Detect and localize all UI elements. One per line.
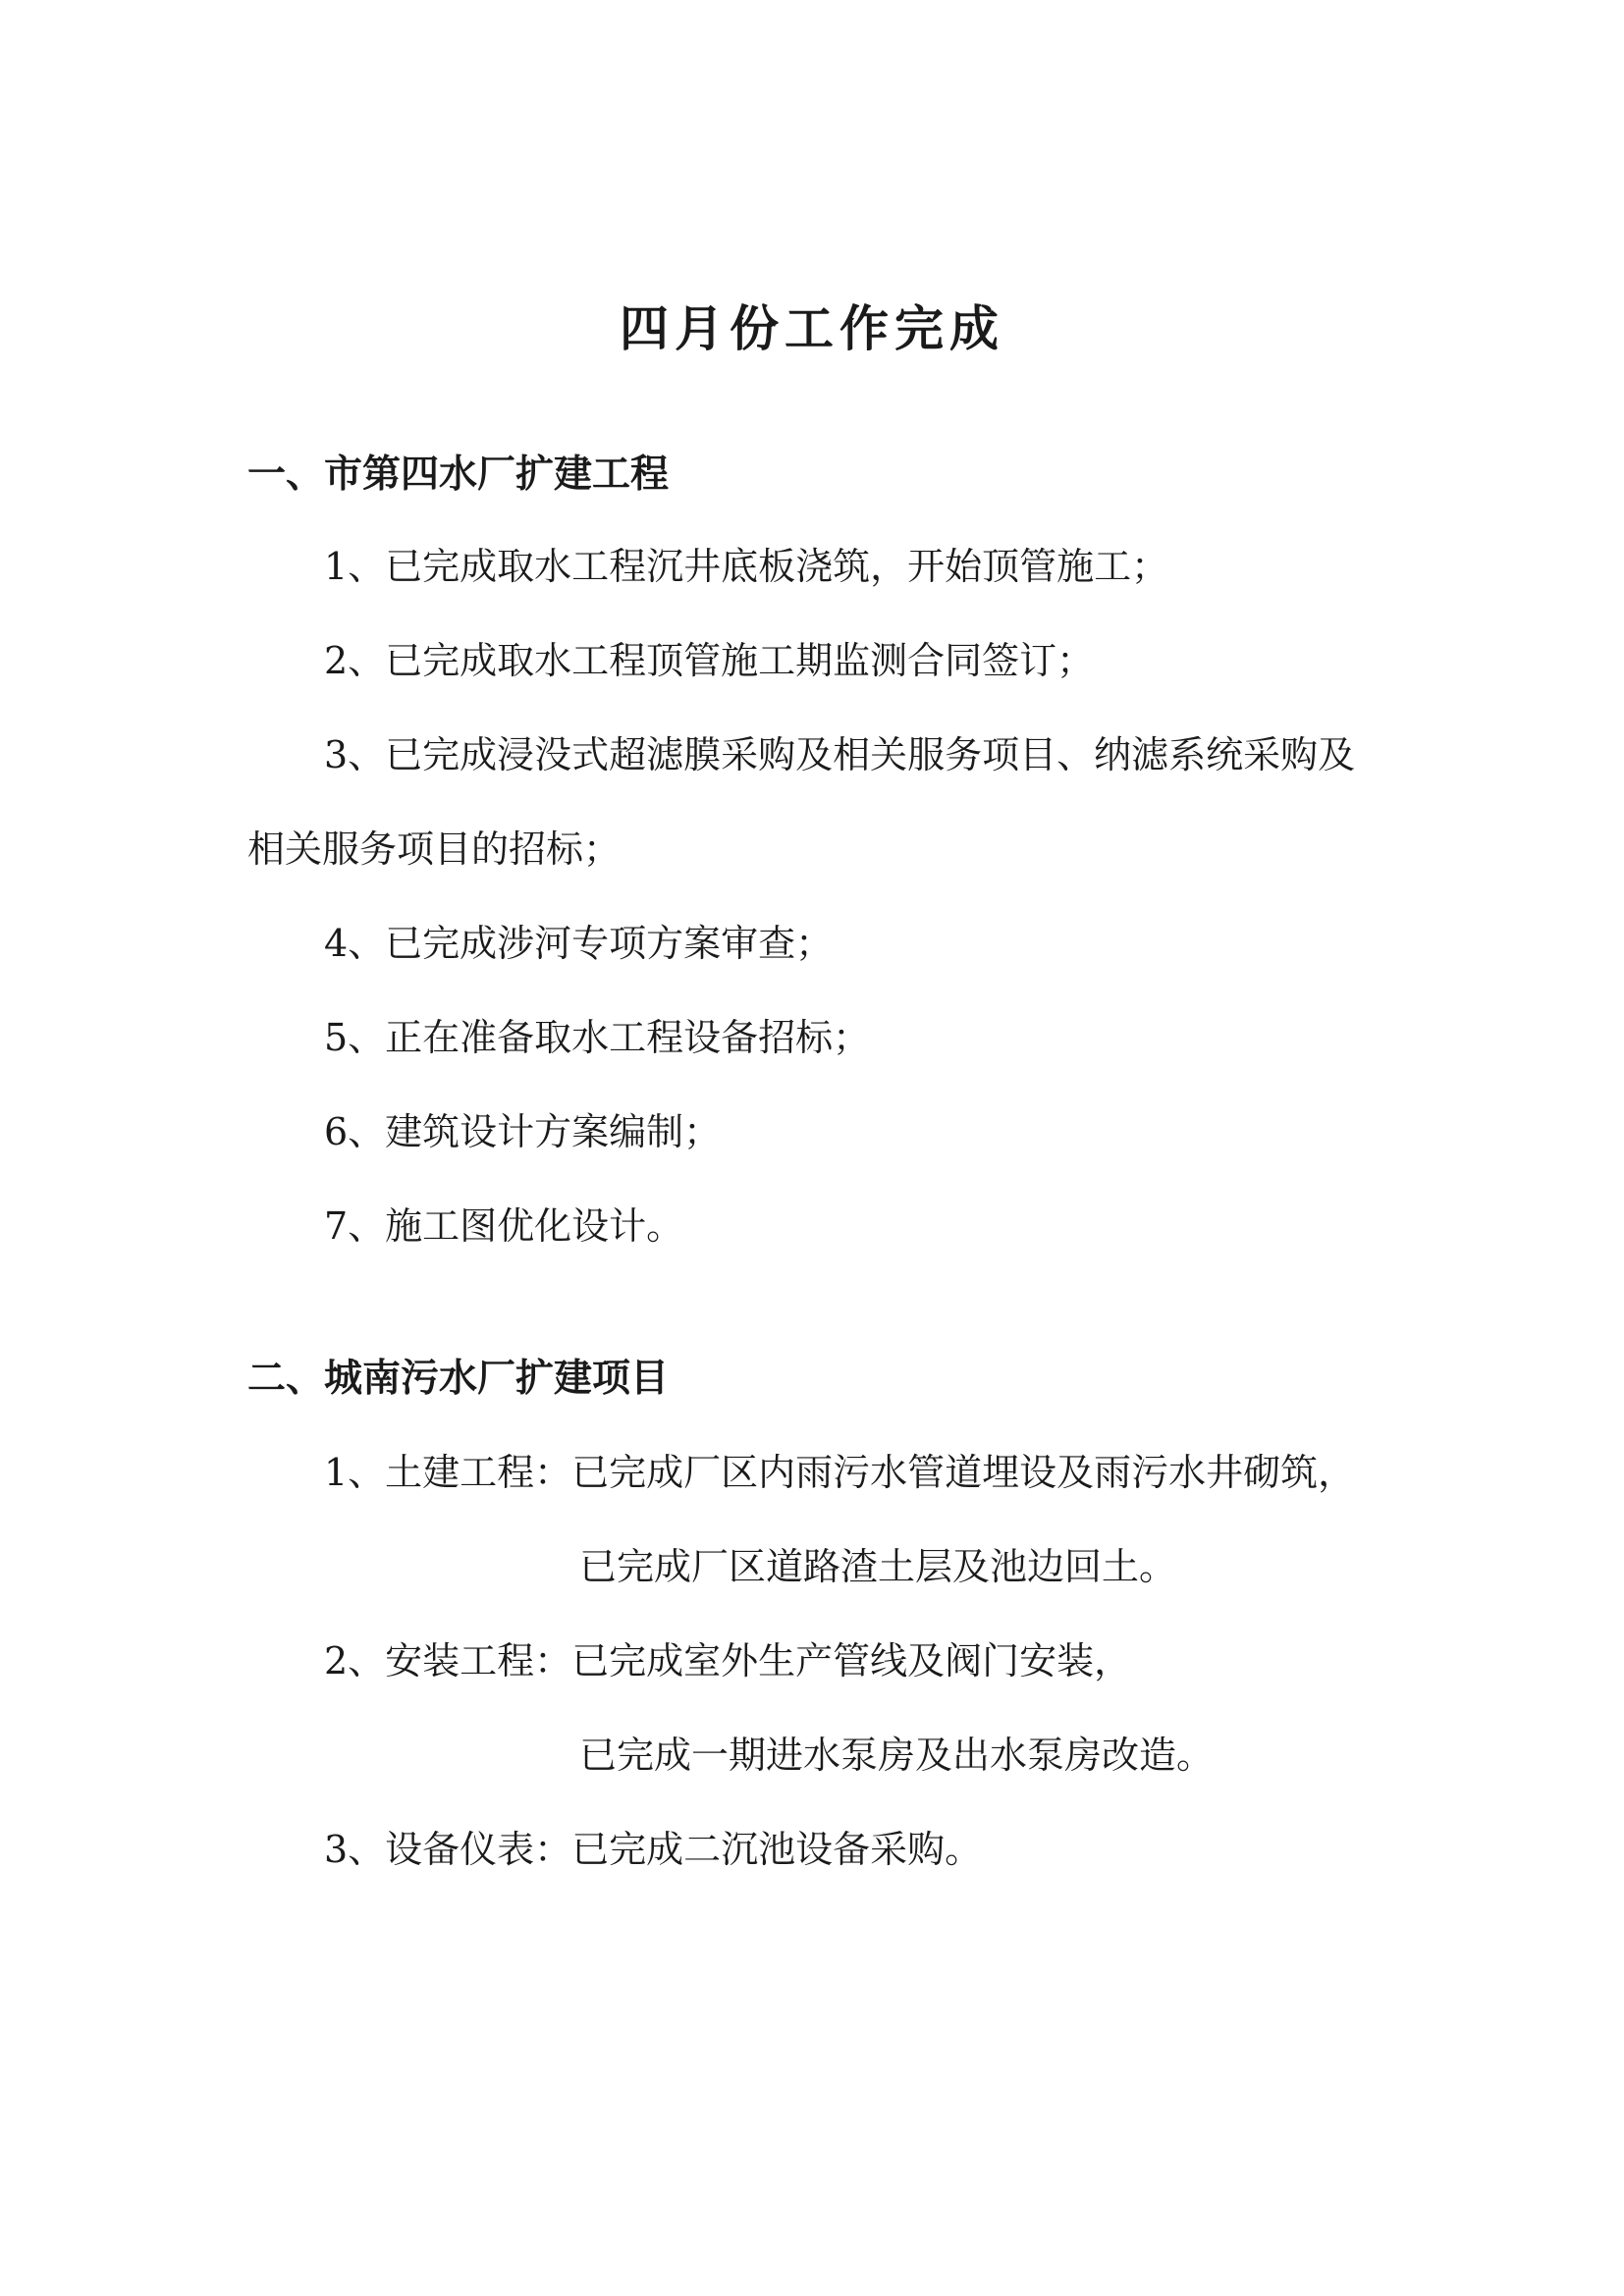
section-heading-1: 一、市第四水厂扩建工程 [247,453,670,497]
section-1-item-3-continued: 相关服务项目的招标； [247,828,622,871]
section-2-item-3: 3、设备仪表：已完成二沉池设备采购。 [324,1828,983,1871]
section-2-item-2-continued: 已完成一期进水泵房及出水泵房改造。 [579,1734,1215,1777]
section-1-item-5: 5、正在准备取水工程设备招标； [324,1016,871,1059]
section-1-item-6: 6、建筑设计方案编制； [324,1110,722,1153]
section-1-item-3: 3、已完成浸没式超滤膜采购及相关服务项目、纳滤系统采购及 [324,733,1356,776]
section-2-item-1-continued: 已完成厂区道路渣土层及池边回土。 [579,1545,1177,1588]
section-1-item-4: 4、已完成涉河专项方案审查； [324,922,834,965]
section-1-item-7: 7、施工图优化设计。 [324,1204,684,1248]
section-heading-2: 二、城南污水厂扩建项目 [247,1357,670,1401]
document-title: 四月份工作完成 [620,300,1004,357]
section-2-item-2: 2、安装工程：已完成室外生产管线及阀门安装， [324,1639,1132,1682]
section-2-item-1: 1、土建工程：已完成厂区内雨污水管道埋设及雨污水井砌筑， [324,1451,1356,1494]
section-1-item-2: 2、已完成取水工程顶管施工期监测合同签订； [324,639,1095,682]
section-1-item-1: 1、已完成取水工程沉井底板浇筑，开始顶管施工； [324,545,1169,588]
